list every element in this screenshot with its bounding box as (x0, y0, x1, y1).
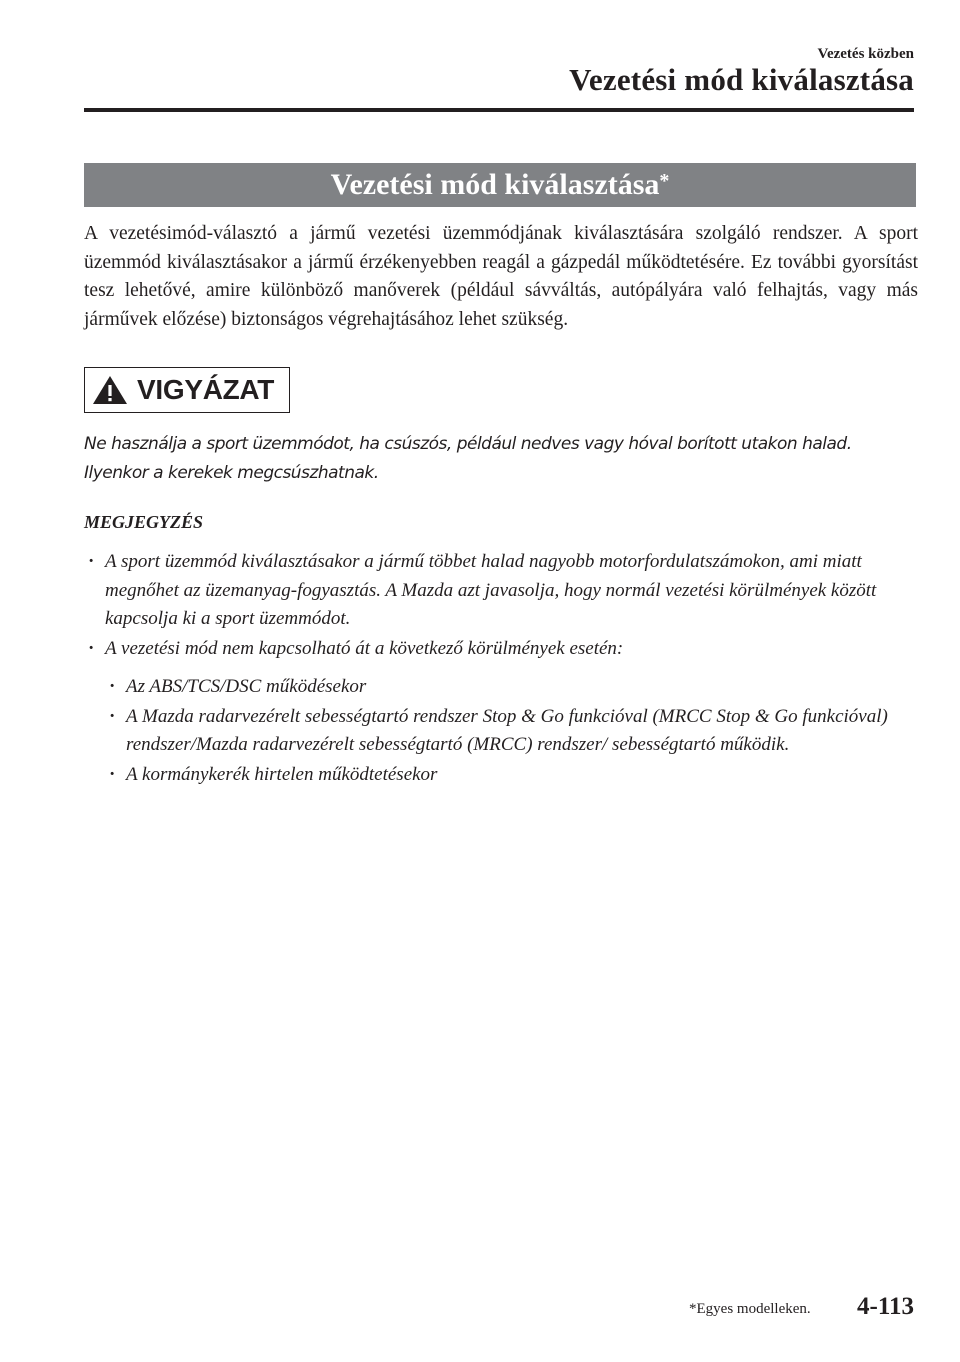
warning-text: Ne használja a sport üzemmódot, ha csúszós, például nedves vagy hóval borított utakon halad. Ilyenkor a kerekek megcsúszhatnak. (84, 434, 852, 483)
note-item: · A vezetési mód nem kapcsolható át a következő körülmények esetén: · Az ABS/TCS/DSC működésekor · A Mazda radarvezérelt sebességtartó rendszer Stop & Go funkcióval (MRCC Stop & Go funkcióval) rendszer/Mazda radarvezérelt sebességtartó (MRCC) rendszer/ sebességtartó működik. · A kormánykerék hirtelen működtetésekor (84, 635, 918, 790)
note-sub-item: · Az ABS/TCS/DSC működésekor (105, 673, 918, 702)
note-sub-item: · A kormánykerék hirtelen működtetésekor (105, 761, 918, 790)
page-number: 4-113 (857, 1293, 914, 1320)
section-asterisk: * (659, 169, 670, 192)
page-header-title: Vezetési mód kiválasztása (569, 62, 914, 97)
intro-paragraph: A vezetésimód-választó a jármű vezetési üzemmódjának kiválasztására szolgáló rendszer. A sport üzemmód kiválasztásakor a jármű érzékenyebben reagál a gázpedál működtetésére. Ez további gyorsítást tesz lehetővé, amire különböző manőverek (például sávváltás, autópályára való felhajtás, vagy más járművek előzése) biztonságos végrehajtásához lehet szükség. (84, 223, 918, 330)
chapter-heading: Vezetés közben (817, 46, 914, 62)
note-item: · A sport üzemmód kiválasztásakor a jármű többet halad nagyobb motorfordulatszámokon, ami miatt megnőhet az üzemanyag-fogyasztás. A Mazda azt javasolja, hogy normál vezetési körülmények között kapcsolja ki a sport üzemmódot. (84, 548, 918, 634)
note-heading: MEGJEGYZÉS (84, 512, 204, 532)
note-list (84, 548, 918, 790)
warning-box (84, 367, 290, 413)
warning-label: VIGYÁZAT (137, 374, 275, 405)
footer-note: *Egyes modelleken. (689, 1301, 811, 1317)
header-divider (84, 108, 914, 112)
warning-triangle-icon (91, 374, 129, 406)
section-title-bar (84, 163, 916, 207)
section-title: Vezetési mód kiválasztása (330, 168, 660, 201)
note-sub-item: · A Mazda radarvezérelt sebességtartó rendszer Stop & Go funkcióval (MRCC Stop & Go funkcióval) rendszer/Mazda radarvezérelt sebességtartó (MRCC) rendszer/ sebességtartó működik. (105, 703, 918, 760)
note-sub-list (105, 673, 918, 789)
